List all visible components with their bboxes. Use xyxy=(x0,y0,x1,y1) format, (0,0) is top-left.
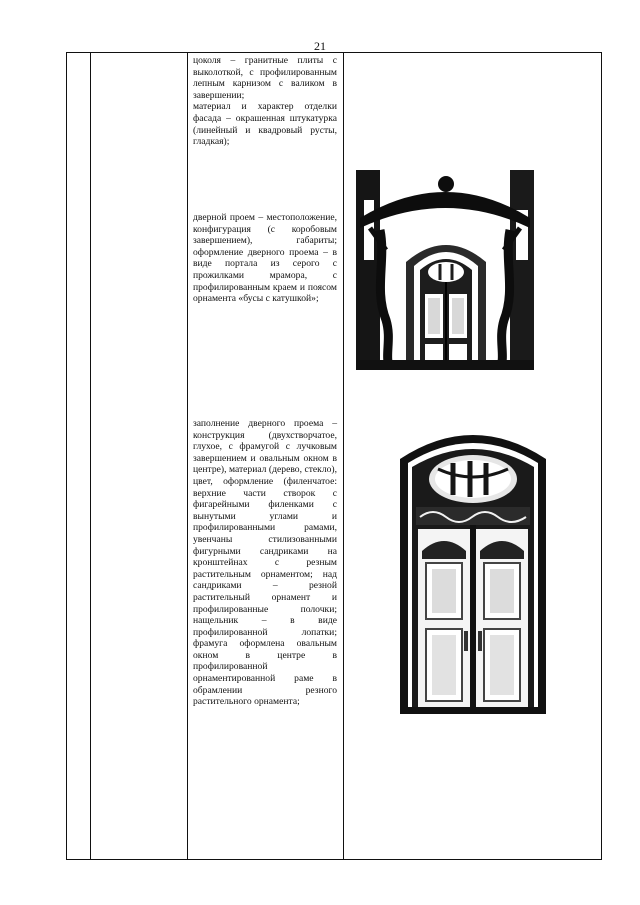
portal-photo-icon xyxy=(356,170,534,370)
door-photo xyxy=(398,419,548,714)
door-photo-icon xyxy=(398,419,548,714)
text-block-plinth-facade xyxy=(193,55,337,148)
page-number: 21 xyxy=(314,39,326,53)
column-divider-3 xyxy=(343,53,344,859)
text-facade-finish: материал и характер отделки фасада – окрашенная штукатурка (линейный и квадровый русты, гладкая); xyxy=(193,101,337,148)
column-divider-2 xyxy=(187,53,188,859)
column-divider-1 xyxy=(90,53,91,859)
text-doorway: дверной проем – местоположение, конфигурация (с коробовым завершением), габариты; оформление дверного проема – в виде портала из серого с прожилками мрамора, с профилированным краем и поясом орнамента «бусы с катушкой»; xyxy=(193,212,337,305)
portal-photo xyxy=(356,170,534,370)
text-door-fill: заполнение дверного проема – конструкция (двухстворчатое, глухое, с фрамугой с лучковым завершением и овальным окном в центре), материал (дерево, стекло), цвет, оформление (филенчатое: верхние части створок с фигарейными филенками с вынутыми углами и профилированными рамами, увенчаны стилизованными фигурными сандриками на кронштейнах с резным растительным орнаментом; над сандриками – резной растительный орнамент и профилированные полочки; нащельник – в виде профилированной лопатки; фрамуга оформлена овальным окном в центре в профилированной орнаментированной раме в обрамлении резного растительного орнамента; xyxy=(193,418,337,708)
document-table xyxy=(66,52,602,860)
text-block-door-fill xyxy=(193,418,337,708)
text-plinth: цоколя – гранитные плиты с выколоткой, с профилированным лепным карнизом с валиком в завершении; xyxy=(193,55,337,101)
text-block-doorway xyxy=(193,212,337,305)
